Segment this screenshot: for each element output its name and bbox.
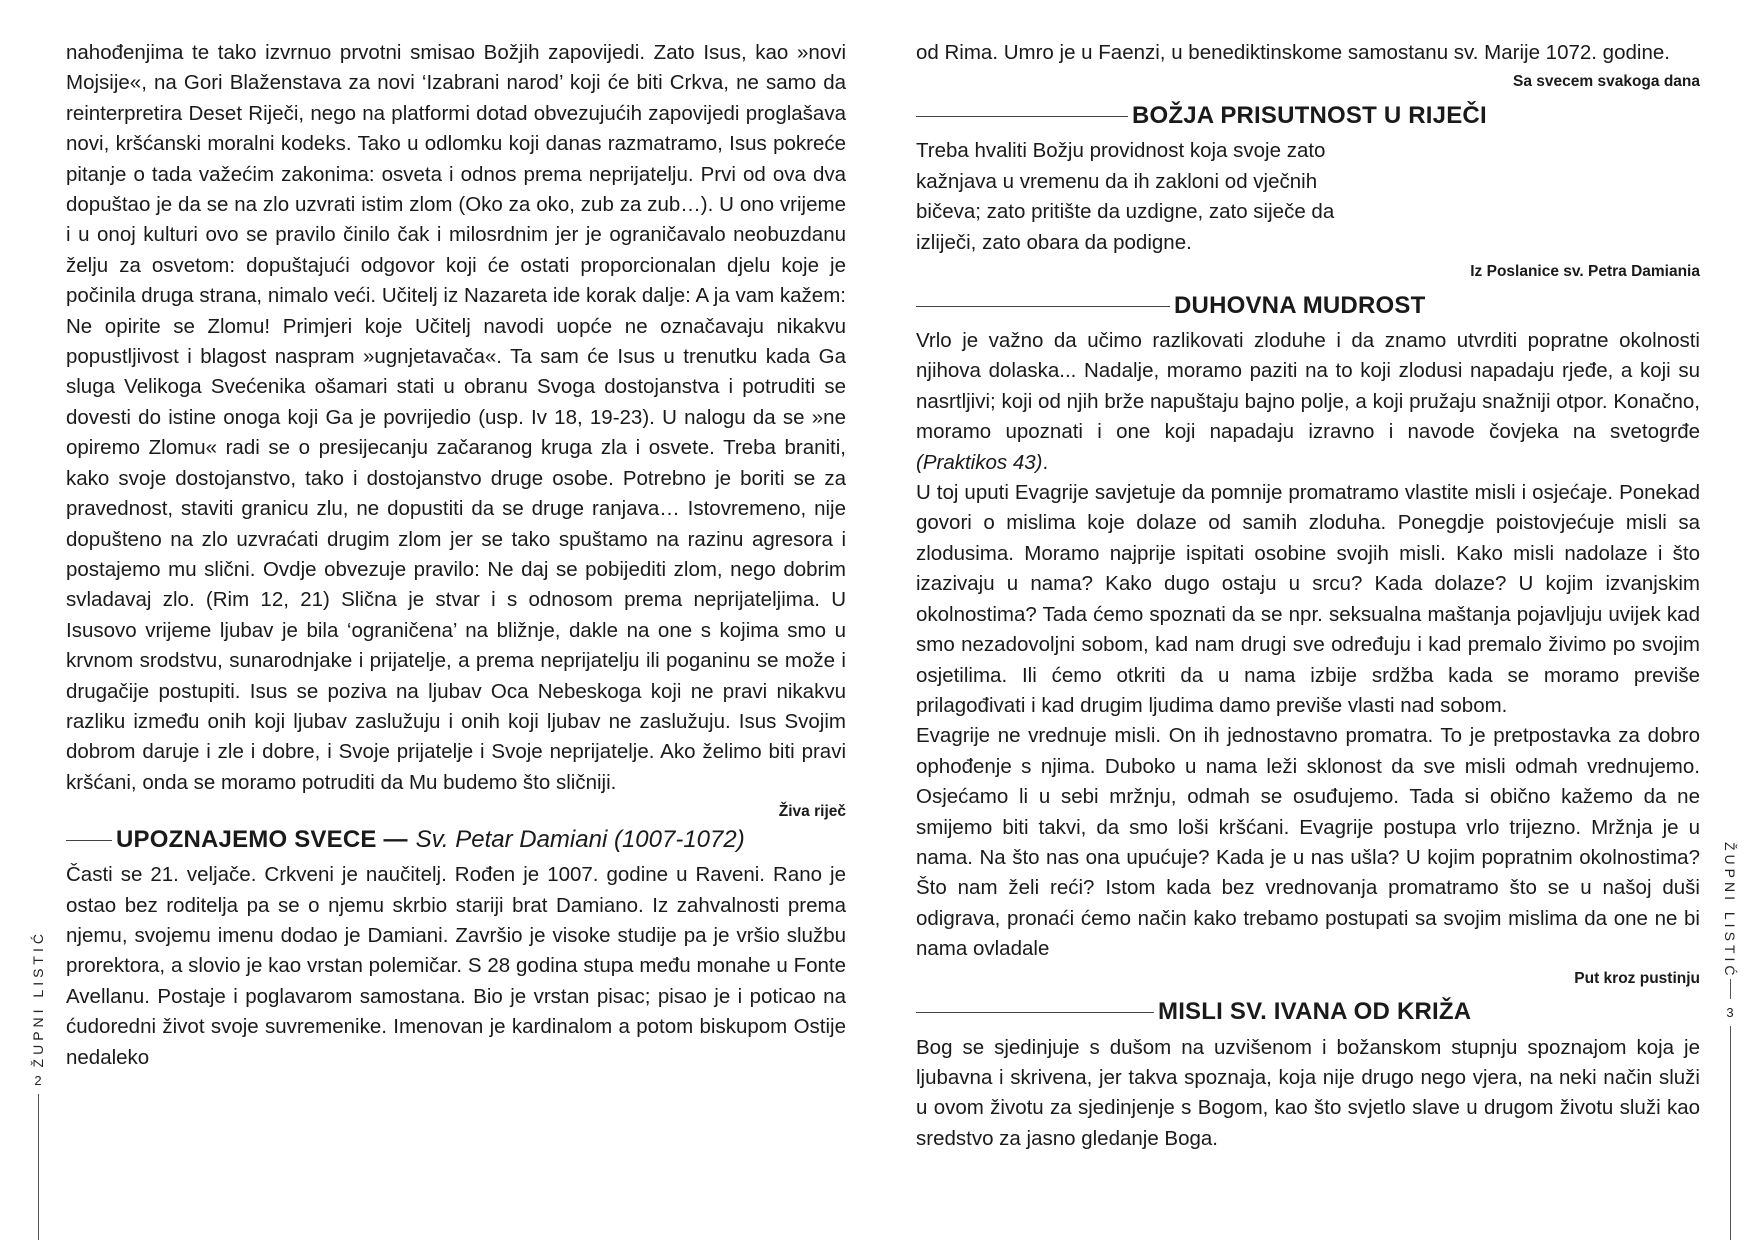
right-column: [916, 38, 1700, 1154]
section-heading-duhovna-mudrost: [916, 286, 1700, 326]
saint-heading-name: Sv. Petar Damiani (1007-1072): [415, 825, 745, 853]
reflection-paragraph: nahođenjima te tako izvrnuo prvotni smisao Božjih zapovijedi. Zato Isus, kao »novi Mojsije«, na Gori Blaženstava za novi ‘Izabrani narod’ koji će biti Crkva, ne samo da reinterpretira Deset Riječi, nego na platformi dotad obvezujućih zapovijedi proglašava novi, kršćanski moralni kodeks. Tako u odlomku koji danas razmatramo, Isus pokreće pitanje o tada važećim zakonima: osveta i odnos prema neprijatelju. Prvi od ova dva dopuštao je da se na zlo uzvrati istim zlom (Oko za oko, zub za zub…). U ono vrijeme i u onoj kulturi ovo se pravilo činilo čak i milosrdnim jer je ograničavalo neobuzdanu želju za osvetom: dopuštajući odgovor koji će ostati proporcionalan djelu koje je počinila druga strana, nimalo veći. Učitelj iz Nazareta ide korak dalje: A ja vam kažem: Ne opirite se Zlomu! Primjeri koje Učitelj navodi uopće ne označavaju nikakvu popustljivost i blagost naspram »ugnjetavača«. Ta sam će Isus u trenutku kada Ga sluga Velikoga Svećenika ošamari stati u obranu Svoga dostojanstva i potruditi se dovesti do istine onoga koji Ga je povrijedio (usp. Iv 18, 19-23). U nalogu da se »ne opiremo Zlomu« radi se o presijecanju začaranog kruga zla i osvete. Treba braniti, kako svoje dostojanstvo, tako i dostojanstvo druge osobe. Potrebno je boriti se za pravednost, staviti granicu zlu, ne dopustiti da se druge ranjava… Istovremeno, nije dopušteno na zlo uzvraćati drugim zlom jer se tako spuštamo na razinu agresora i postajemo mu slični. Ovdje obvezuje pravilo: Ne daj se pobijediti zlom, nego dobrim svladavaj zlo. (Rim 12, 21) Slična je stvar i s odnosom prema neprijateljima. U Isusovo vrijeme ljubav je bila ‘ograničena’ na bližnje, dakle na one s kojima smo u krvnom srodstvu, sunarodnjake i prijatelje, a prema neprijatelju ili poganinu se može i drugačije postupiti. Isus se poziva na ljubav Oca Nebeskoga koji ne pravi nikakvu razliku između onih koji ljubav zaslužuju i onih koji ljubav ne zaslužuju. Isus Svojim dobrom daruje i zle i dobre, i Svoje prijatelje i Svoje neprijatelje. Ako želimo biti pravi kršćani, onda se moramo potruditi da Mu budemo što sličniji.: [66, 41, 846, 794]
damiani-quote: Treba hvaliti Božju providnost koja svoje zato kažnjava u vremenu da ih zakloni od vječnih bičeva; zato pritište da uzdigne, zato siječe da izliječi, zato obara da podigne.: [916, 139, 1335, 254]
right-page-number: 3: [1726, 1005, 1734, 1021]
saint-heading-title: UPOZNAJEMO SVECE —: [116, 825, 408, 853]
left-column: [66, 38, 846, 1073]
wisdom-paragraph-1: [916, 326, 1700, 478]
section-heading-misli-ivana: [916, 993, 1700, 1033]
right-margin-title: ŽUPNI LISTIĆ: [1722, 842, 1738, 980]
right-margin-line-top: [1730, 979, 1731, 999]
source-ziva-rijec: Živa riječ: [778, 803, 846, 821]
heading-rule: [916, 116, 1128, 117]
wisdom-paragraph-1-text: Vrlo je važno da učimo razlikovati zloduhe i da znamo utvrditi popratne okolnosti njihova dolaska... Nadalje, moramo paziti na to koji zlodusi napadaju rjeđe, a koji su nasrtljivi; koji od njih brže napuštaju bajno polje, a koji pružaju snažniji otpor. Konačno, moramo upoznati i one koji napadaju izravno i navode čovjeka na svetogrđe: [916, 329, 1700, 444]
heading-rule: [916, 1012, 1154, 1013]
saint-section-heading: [66, 820, 846, 860]
wisdom-paragraph-1-end: .: [1042, 450, 1049, 474]
left-page-number: 2: [34, 1073, 42, 1089]
saint-biography: Časti se 21. veljače. Crkveni je naučitelj. Rođen je 1007. godine u Raveni. Rano je ostao bez roditelja pa se o njemu skrbio stariji brat Damiano. Iz zahvalnosti prema njemu, svojemu imenu dodao je Damiani. Završio je visoke studije pa je vršio službu prorektora, a slovio je kao vrstan polemičar. S 28 godina stupa među monahe u Fonte Avellanu. Postaje i poglavarom samostana. Bio je vrstan pisac; pisao je i poticao na ćudoredni život svoje suvremenike. Imenovan je kardinalom a potom biskupom Ostije nedaleko: [66, 863, 846, 1069]
wisdom-paragraph-3: Evagrije ne vrednuje misli. On ih jednostavno promatra. To je pretpostavka za dobro ophođenje s njima. Duboko u nama leži sklonost da sve misli odmah vrednujemo. Osjećamo li u sebi mržnju, odmah se osuđujemo. Tada si obično kažemo da ne smijemo biti takvi, da smo loši kršćani. Evagrije postupa vrlo trijezno. Mržnja je u nama. Na što nas ona upućuje? Kada je u nas ušla? U kojim popratnim okolnostima? Što nam želi reći? Istom kada bez vrednovanja promatramo što se u našoj duši odigrava, pronaći ćemo način kako trebamo postupati sa svojim mislima da one ne bi nama ovladale: [916, 724, 1700, 961]
source-poslanica: Iz Poslanice sv. Petra Damiania: [1470, 263, 1700, 281]
source-put-kroz-pustinju: Put kroz pustinju: [1574, 969, 1700, 987]
heading-rule: [66, 840, 112, 841]
source-sa-svecem: Sa svecem svakoga dana: [1513, 73, 1700, 91]
right-margin-line: [1730, 1026, 1731, 1240]
praktikos-reference: (Praktikos 43): [916, 450, 1043, 474]
left-margin-label: [26, 930, 50, 1240]
heading-duhovna-mudrost: DUHOVNA MUDROST: [1174, 291, 1426, 319]
wisdom-paragraph-2: U toj uputi Evagrije savjetuje da pomnije promatramo vlastite misli i osjećaje. Ponekad govori o mislima koje dolaze od samih zloduha. Ponegdje poistovjećuje misli sa zlodusima. Moramo najprije ispitati osobine svojih misli. Kako misli nadolaze i što izazivaju u nama? Kako dugo ostaju u srcu? Kada dolaze? U kojim izvanjskim okolnostima? Tada ćemo spoznati da se npr. seksualna maštanja pojavljuju uvijek kad smo nezadovoljni sobom, kad nam drugi sve određuju i kad premalo živimo po svojim osjetilima. Ili ćemo otkriti da u nama izbije srdžba kada se moramo previše prilagođivati i kad drugim ljudima damo previše vlasti nad sobom.: [916, 481, 1700, 717]
heading-misli-ivana: MISLI SV. IVANA OD KRIŽA: [1158, 998, 1472, 1026]
saint-biography-continued: od Rima. Umro je u Faenzi, u benediktinskome samostanu sv. Marije 1072. godine.: [916, 41, 1670, 64]
ivan-od-kriza-text: Bog se sjedinjuje s dušom na uzvišenom i božanskom stupnju spoznajom koja je ljubavna i skrivena, jer takva spoznaja, koja nije drugo nego vjera, na neki način služi u ovom životu za sjedinjenje s Bogom, kao što svjetlo slave u drugom životu služi kao sredstvo za jasno gledanje Boga.: [916, 1035, 1700, 1150]
section-heading-bozja-prisutnost: [916, 96, 1700, 136]
left-margin-title: ŽUPNI LISTIĆ: [30, 930, 46, 1068]
left-margin-line: [38, 1094, 39, 1240]
heading-rule: [916, 306, 1170, 307]
heading-bozja-prisutnost: BOŽJA PRISUTNOST U RIJEČI: [1132, 102, 1487, 130]
right-margin-label: [1718, 842, 1742, 1240]
